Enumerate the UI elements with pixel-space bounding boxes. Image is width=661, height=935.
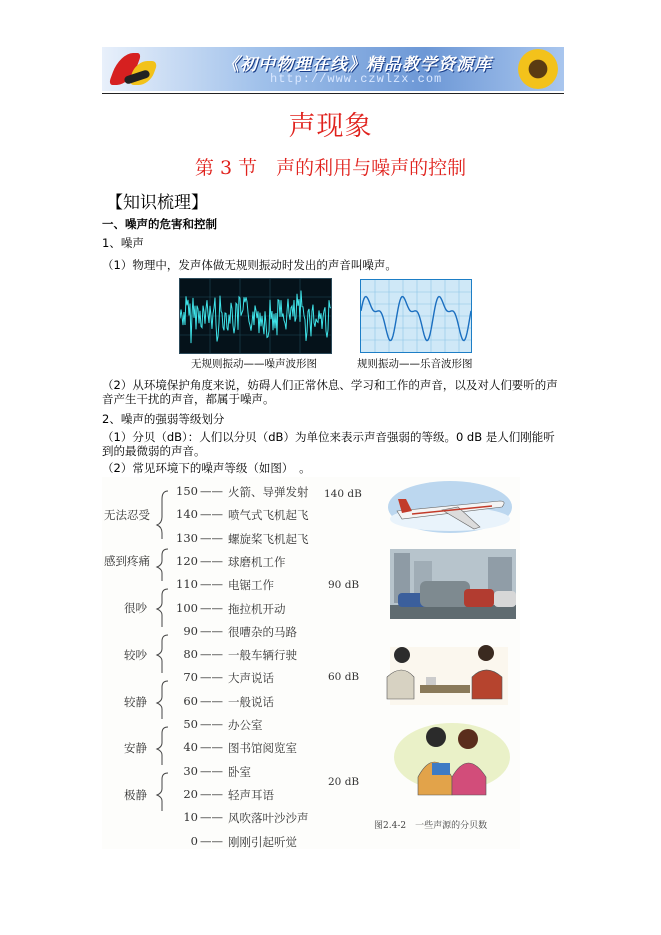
level-description: 一般说话 xyxy=(228,694,274,709)
brace-very-quiet xyxy=(157,773,168,811)
brace-calm xyxy=(157,727,168,765)
level-value: 30 xyxy=(183,763,198,778)
level-value: 120 xyxy=(176,553,198,568)
level-description: 拖拉机开动 xyxy=(228,601,286,616)
level-value: 0 xyxy=(190,833,198,848)
level-dash: —— xyxy=(200,553,223,568)
category-label: 安静 xyxy=(124,741,147,755)
level-description: 火箭、导弹发射 xyxy=(228,485,309,499)
common-levels-intro: （2）常见环境下的噪声等级（如图） 。 xyxy=(102,461,311,475)
banner-url: http://www.czwlzx.com xyxy=(270,72,443,86)
level-description: 螺旋桨飞机起飞 xyxy=(228,531,309,546)
decibel-definition: （1）分贝（dB）：人们以分贝（dB）为单位来表示声音强弱的等级。0 dB 是人们刚能听到的最微弱的声音。 xyxy=(102,430,555,458)
music-waveform-caption: 规则振动——乐音波形图 xyxy=(357,358,473,370)
level-value: 110 xyxy=(176,577,198,592)
level-description: 卧室 xyxy=(228,764,251,779)
airplane-picture xyxy=(388,481,512,533)
level-dash: —— xyxy=(200,600,223,615)
decibel-levels-figure xyxy=(102,477,520,849)
level-value: 140 xyxy=(176,507,198,522)
traffic-picture xyxy=(390,549,516,619)
level-description: 大声说话 xyxy=(228,671,274,686)
brace-unbearable xyxy=(157,491,168,539)
level-dash: —— xyxy=(200,717,223,731)
picture-db-label: 90 dB xyxy=(328,579,360,591)
brace-pain xyxy=(157,549,168,581)
level-description: 很嘈杂的马路 xyxy=(228,624,297,639)
level-value: 50 xyxy=(183,717,198,731)
level-dash: —— xyxy=(200,507,223,522)
level-dash: —— xyxy=(200,577,223,592)
brace-quiet xyxy=(157,681,168,719)
conversation-picture xyxy=(387,645,508,705)
level-description: 一般车辆行驶 xyxy=(228,648,297,663)
category-label: 很吵 xyxy=(124,601,147,615)
level-description: 办公室 xyxy=(228,718,263,732)
level-description: 电锯工作 xyxy=(228,578,274,593)
category-label: 较静 xyxy=(124,695,147,709)
noise-environment-definition: （2）从环境保护角度来说，妨碍人们正常休息、学习和工作的声音，以及对人们要听的声音产生干扰的声音，都属于噪声。 xyxy=(102,378,558,406)
section-title: 第 3 节 声的利用与噪声的控制 xyxy=(194,157,467,179)
level-dash: —— xyxy=(200,623,223,638)
level-value: 20 xyxy=(183,786,198,801)
header-divider xyxy=(102,93,564,94)
sub-heading-levels: 2、噪声的强弱等级划分 xyxy=(102,412,225,426)
level-dash: —— xyxy=(200,786,223,801)
level-dash: —— xyxy=(200,530,223,545)
picture-db-label: 140 dB xyxy=(324,488,362,500)
level-value: 130 xyxy=(176,530,198,545)
level-value: 70 xyxy=(183,670,198,685)
noise-waveform-caption: 无规则振动——噪声波形图 xyxy=(191,358,317,370)
picture-db-label: 20 dB xyxy=(328,776,360,788)
noise-waveform-svg xyxy=(180,279,331,353)
category-label: 无法忍受 xyxy=(104,508,150,522)
brace-noisy xyxy=(157,635,168,673)
level-description: 图书馆阅览室 xyxy=(228,741,297,756)
level-value: 10 xyxy=(183,810,198,825)
level-value: 150 xyxy=(176,484,198,498)
level-value: 60 xyxy=(183,693,198,708)
music-waveform-image xyxy=(360,279,472,353)
music-waveform-svg xyxy=(361,280,471,352)
level-description: 风吹落叶沙沙声 xyxy=(228,811,309,826)
page-title: 声现象 xyxy=(288,111,373,142)
level-value: 80 xyxy=(183,647,198,662)
level-dash: —— xyxy=(200,484,223,498)
category-label: 较吵 xyxy=(124,648,147,662)
level-value: 90 xyxy=(183,623,198,638)
brace-very-noisy xyxy=(157,589,168,627)
knowledge-heading: 【知识梳理】 xyxy=(106,193,208,213)
level-value: 40 xyxy=(183,740,198,755)
level-dash: —— xyxy=(200,833,223,848)
category-label: 极静 xyxy=(124,788,147,802)
level-dash: —— xyxy=(200,810,223,825)
category-braces xyxy=(157,491,168,811)
level-description: 刚刚引起听觉 xyxy=(228,834,297,849)
figure-caption: 图2.4-2 一些声源的分贝数 xyxy=(374,821,488,831)
banner-title: 《初中物理在线》精品教学资源库 xyxy=(222,55,492,75)
level-dash: —— xyxy=(200,693,223,708)
level-description: 喷气式飞机起飞 xyxy=(228,508,309,523)
sunflower-icon xyxy=(518,49,558,89)
category-label: 感到疼痛 xyxy=(104,554,150,568)
level-dash: —— xyxy=(200,670,223,685)
noise-definition: （1）物理中，发声体做无规则振动时发出的声音叫噪声。 xyxy=(102,258,397,272)
level-description: 轻声耳语 xyxy=(228,787,274,802)
level-description: 球磨机工作 xyxy=(228,554,286,569)
noise-waveform-image xyxy=(179,278,332,354)
whisper-picture xyxy=(394,723,510,795)
level-value: 100 xyxy=(176,600,198,615)
level-dash: —— xyxy=(200,740,223,755)
part1-heading: 一、噪声的危害和控制 xyxy=(102,217,217,231)
level-dash: —— xyxy=(200,763,223,778)
header-banner xyxy=(102,47,564,91)
figure-graphics xyxy=(102,477,520,849)
sub-heading-noise: 1、噪声 xyxy=(102,236,144,250)
picture-db-label: 60 dB xyxy=(328,671,360,683)
level-dash: —— xyxy=(200,647,223,662)
